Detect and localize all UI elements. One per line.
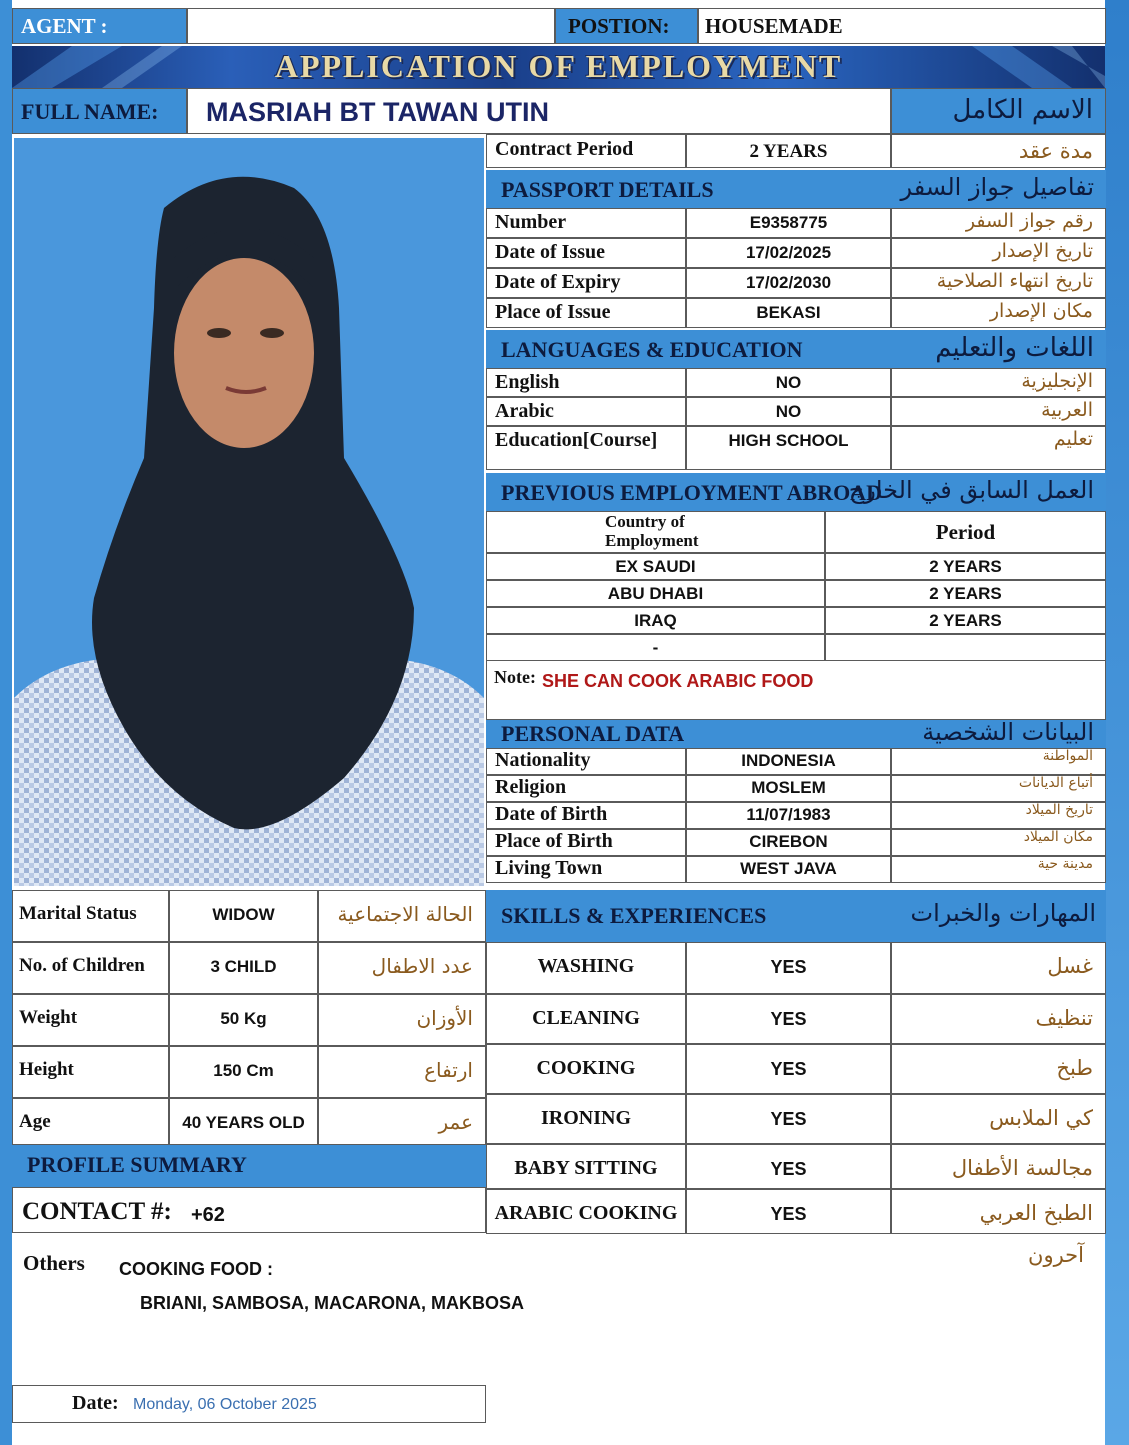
personal-row-value: MOSLEM <box>751 778 826 797</box>
skill-row-label: ARABIC COOKING <box>494 1202 678 1224</box>
employment-period-cell <box>825 553 1106 580</box>
physical-row-value: 150 Cm <box>213 1061 274 1080</box>
physical-row-label: Marital Status <box>19 903 137 924</box>
language-row-value: NO <box>775 373 802 392</box>
skill-row-label: CLEANING <box>532 1007 640 1029</box>
skill-row-label-ar: تنظيف <box>1035 1006 1093 1030</box>
skill-row-ar-cell <box>891 1144 1106 1189</box>
employment-period: 2 YEARS <box>929 557 1002 576</box>
physical-row-value-cell <box>169 1098 318 1145</box>
personal-row-label: Nationality <box>495 749 591 771</box>
skill-row-label-cell <box>486 1189 686 1234</box>
passport-row-ar-cell <box>891 208 1106 238</box>
skill-row-value-cell <box>686 1144 891 1189</box>
right-border-band <box>1105 0 1129 1445</box>
employment-period-cell <box>825 580 1106 607</box>
personal-row-label-cell <box>486 856 686 883</box>
physical-row-value-cell <box>169 942 318 994</box>
physical-row-label: Height <box>19 1059 74 1080</box>
passport-row-label: Place of Issue <box>495 301 611 323</box>
language-row-ar-cell <box>891 368 1106 397</box>
skill-row-ar-cell <box>891 1189 1106 1234</box>
skill-row-label-ar: طبخ <box>1056 1056 1093 1080</box>
language-row-label-cell <box>486 368 686 397</box>
full-name-label-cell <box>12 88 187 134</box>
skill-row-label-cell <box>486 1044 686 1094</box>
employment-period-cell <box>825 607 1106 634</box>
language-row-label: Education[Course] <box>495 429 658 451</box>
skills-title-ar: المهارات والخبرات <box>910 899 1096 927</box>
employment-country-cell <box>486 607 825 634</box>
position-value: HOUSEMADE <box>705 14 843 38</box>
skill-row-label-ar: مجالسة الأطفال <box>951 1156 1093 1180</box>
personal-row-label-cell <box>486 775 686 802</box>
skill-row-ar-cell <box>891 994 1106 1044</box>
skill-row-value-cell <box>686 1044 891 1094</box>
col-country-label-line1: Country of <box>605 512 685 531</box>
personal-row-value-cell <box>686 829 891 856</box>
passport-row-value: 17/02/2030 <box>745 273 832 292</box>
language-row-value-cell <box>686 397 891 426</box>
passport-row-label-cell <box>486 298 686 328</box>
contract-label-ar: مدة عقد <box>1018 139 1093 163</box>
passport-row-label-cell <box>486 238 686 268</box>
languages-title-ar: اللغات والتعليم <box>935 333 1094 363</box>
position-label-cell <box>555 8 698 44</box>
physical-row-ar-cell <box>318 1046 486 1098</box>
physical-row-label: Weight <box>19 1007 78 1028</box>
passport-row-value-cell <box>686 208 891 238</box>
employment-period: 2 YEARS <box>929 611 1002 630</box>
personal-row-value: CIREBON <box>749 832 828 851</box>
physical-row-value-cell <box>169 1046 318 1098</box>
physical-row-label-ar: الأوزان <box>416 1006 473 1030</box>
physical-row-ar-cell <box>318 942 486 994</box>
skill-row-value-cell <box>686 994 891 1044</box>
skill-row-label-cell <box>486 942 686 994</box>
physical-row-label-ar: عدد الاطفال <box>371 954 473 978</box>
language-row-value: HIGH SCHOOL <box>728 431 849 450</box>
position-label: POSTION: <box>568 14 670 38</box>
physical-row-label-ar: ارتفاع <box>424 1058 473 1082</box>
physical-row-ar-cell <box>318 994 486 1046</box>
language-row-value-cell <box>686 368 891 397</box>
employment-country-cell <box>486 553 825 580</box>
skill-row-ar-cell <box>891 1044 1106 1094</box>
employment-country: - <box>652 638 659 657</box>
contract-label: Contract Period <box>495 138 634 160</box>
language-row-label-ar: الإنجليزية <box>1021 370 1093 392</box>
skill-row-value: YES <box>770 1009 807 1029</box>
passport-row-label-ar: مكان الإصدار <box>989 300 1093 322</box>
date-cell <box>12 1385 486 1423</box>
personal-row-label: Religion <box>495 776 567 798</box>
personal-row-value: 11/07/1983 <box>746 805 831 824</box>
employment-country: EX SAUDI <box>615 557 696 576</box>
personal-row-value: INDONESIA <box>741 751 836 770</box>
others-section <box>12 1233 1106 1383</box>
passport-row-label-ar: رقم جواز السفر <box>965 210 1093 232</box>
full-name-label-ar: الاسم الكامل <box>952 95 1093 125</box>
others-label-ar: آحرون <box>1028 1243 1084 1267</box>
language-row-label: English <box>495 371 560 393</box>
language-row-label-ar: تعليم <box>1053 428 1093 450</box>
physical-row-value: 50 Kg <box>220 1009 267 1028</box>
passport-row-value-cell <box>686 298 891 328</box>
physical-row-value: 40 YEARS OLD <box>182 1113 305 1132</box>
contact-label: CONTACT #: <box>22 1198 172 1225</box>
personal-row-label-ar: أتباع الديانات <box>1018 775 1093 791</box>
skill-row-value: YES <box>770 957 807 977</box>
physical-row-label-cell <box>12 890 169 942</box>
note-box <box>486 660 1106 720</box>
physical-row-label: Age <box>19 1111 51 1132</box>
passport-row-ar-cell <box>891 268 1106 298</box>
personal-row-value-cell <box>686 775 891 802</box>
physical-row-label-cell <box>12 1046 169 1098</box>
col-period-label: Period <box>935 520 996 544</box>
passport-row-value: BEKASI <box>756 303 821 322</box>
passport-row-label: Date of Issue <box>495 241 605 263</box>
others-label: Others <box>23 1251 85 1275</box>
employment-country-cell <box>486 580 825 607</box>
language-row-ar-cell <box>891 397 1106 426</box>
skills-title: SKILLS & EXPERIENCES <box>501 903 767 928</box>
passport-row-label: Number <box>495 211 567 233</box>
physical-row-ar-cell <box>318 1098 486 1145</box>
full-name-value: MASRIAH BT TAWAN UTIN <box>206 97 549 127</box>
personal-row-label-ar: تاريخ الميلاد <box>1025 802 1093 818</box>
employment-section-header <box>486 473 1106 511</box>
skill-row-value-cell <box>686 942 891 994</box>
passport-row-label-ar: تاريخ انتهاء الصلاحية <box>936 270 1093 292</box>
profile-title: PROFILE SUMMARY <box>27 1152 247 1177</box>
contract-label-cell <box>486 134 686 168</box>
skill-row-label-ar: الطبخ العربي <box>979 1201 1093 1225</box>
employment-country: IRAQ <box>634 611 677 630</box>
personal-row-value-cell <box>686 802 891 829</box>
physical-row-value: 3 CHILD <box>210 957 277 976</box>
col-country-label <box>605 512 699 550</box>
skill-row-label-cell <box>486 1094 686 1144</box>
personal-row-label-cell <box>486 829 686 856</box>
physical-row-label-cell <box>12 1098 169 1145</box>
physical-row-label-ar: عمر <box>438 1110 473 1134</box>
skill-row-value-cell <box>686 1094 891 1144</box>
others-line2: BRIANI, SAMBOSA, MACARONA, MAKBOSA <box>140 1293 524 1313</box>
skill-row-label-cell <box>486 1144 686 1189</box>
personal-row-label-ar: مدينة حية <box>1037 856 1093 872</box>
date-value: Monday, 06 October 2025 <box>133 1396 317 1413</box>
employment-period: 2 YEARS <box>929 584 1002 603</box>
col-country-header <box>486 511 825 553</box>
passport-row-value: E9358775 <box>749 213 828 232</box>
title-banner <box>12 46 1105 88</box>
personal-row-value-cell <box>686 748 891 775</box>
personal-row-label: Date of Birth <box>495 803 608 825</box>
personal-row-ar-cell <box>891 775 1106 802</box>
employment-period-cell <box>825 634 1106 661</box>
personal-row-label: Place of Birth <box>495 830 613 852</box>
passport-title-ar: تفاصيل جواز السفر <box>900 173 1094 201</box>
language-row-label-ar: العربية <box>1041 399 1093 421</box>
skill-row-value: YES <box>770 1159 807 1179</box>
language-row-label-cell <box>486 426 686 470</box>
skill-row-value: YES <box>770 1059 807 1079</box>
passport-section-header <box>486 170 1106 208</box>
skill-row-label-ar: غسل <box>1047 954 1093 978</box>
personal-row-ar-cell <box>891 856 1106 883</box>
skill-row-label: WASHING <box>537 955 635 977</box>
agent-label: AGENT : <box>21 14 108 38</box>
personal-row-ar-cell <box>891 748 1106 775</box>
skill-row-label: COOKING <box>536 1057 636 1079</box>
physical-row-label-cell <box>12 994 169 1046</box>
employment-country: ABU DHABI <box>607 584 704 603</box>
personal-row-ar-cell <box>891 829 1106 856</box>
agent-label-cell <box>12 8 187 44</box>
language-row-label-cell <box>486 397 686 426</box>
physical-row-label: No. of Children <box>19 955 145 976</box>
personal-row-value-cell <box>686 856 891 883</box>
personal-title-ar: البيانات الشخصية <box>922 718 1094 746</box>
physical-row-value-cell <box>169 994 318 1046</box>
physical-row-label-cell <box>12 942 169 994</box>
skill-row-value-cell <box>686 1189 891 1234</box>
profile-section-header <box>12 1145 486 1187</box>
employment-title-ar: العمل السابق في الخارج <box>848 476 1094 504</box>
skill-row-label-cell <box>486 994 686 1044</box>
note-value: SHE CAN COOK ARABIC FOOD <box>542 671 814 691</box>
col-country-label-line2: Employment <box>605 531 699 550</box>
language-row-ar-cell <box>891 426 1106 470</box>
personal-row-value: WEST JAVA <box>740 859 837 878</box>
passport-row-label-cell <box>486 268 686 298</box>
personal-section-header <box>486 720 1106 748</box>
left-border-band <box>0 0 12 1445</box>
position-value-cell <box>698 8 1106 44</box>
application-title: APPLICATION OF EMPLOYMENT <box>274 48 843 84</box>
languages-section-header <box>486 330 1106 368</box>
passport-row-ar-cell <box>891 238 1106 268</box>
passport-row-label-cell <box>486 208 686 238</box>
skill-row-label-ar: كي الملابس <box>989 1106 1093 1130</box>
skill-row-ar-cell <box>891 1094 1106 1144</box>
full-name-value-cell <box>187 88 891 134</box>
language-row-value-cell <box>686 426 891 470</box>
physical-row-ar-cell <box>318 890 486 942</box>
personal-row-label-ar: المواطنة <box>1042 748 1093 764</box>
skill-row-value: YES <box>770 1204 807 1224</box>
physical-row-value: WIDOW <box>212 905 275 924</box>
languages-title: LANGUAGES & EDUCATION <box>501 337 803 362</box>
skill-row-label: IRONING <box>540 1107 631 1129</box>
passport-row-value: 17/02/2025 <box>745 243 832 262</box>
passport-row-value-cell <box>686 268 891 298</box>
skills-section-header <box>486 890 1106 942</box>
physical-row-value-cell <box>169 890 318 942</box>
passport-row-label: Date of Expiry <box>495 271 621 293</box>
personal-row-label-cell <box>486 748 686 775</box>
passport-row-label-ar: تاريخ الإصدار <box>992 240 1093 262</box>
language-row-value: NO <box>775 402 802 421</box>
note-label: Note: <box>494 667 536 687</box>
personal-row-label-ar: مكان الميلاد <box>1023 829 1093 845</box>
applicant-photo <box>14 138 484 886</box>
skill-row-ar-cell <box>891 942 1106 994</box>
contact-value: +62 <box>191 1204 225 1226</box>
skill-row-value: YES <box>770 1109 807 1129</box>
passport-row-ar-cell <box>891 298 1106 328</box>
col-period-header <box>825 511 1106 553</box>
contract-ar-cell <box>891 134 1106 168</box>
language-row-label: Arabic <box>495 400 554 422</box>
full-name-label: FULL NAME: <box>21 99 159 124</box>
person-illustration <box>14 138 484 886</box>
full-name-ar-cell <box>891 88 1106 134</box>
contract-value: 2 YEARS <box>749 141 828 162</box>
employment-title: PREVIOUS EMPLOYMENT ABROAD <box>501 480 882 505</box>
passport-row-value-cell <box>686 238 891 268</box>
personal-row-ar-cell <box>891 802 1106 829</box>
skill-row-label: BABY SITTING <box>514 1157 658 1179</box>
employment-country-cell <box>486 634 825 661</box>
agent-value-cell <box>187 8 555 44</box>
contract-value-cell <box>686 134 891 168</box>
personal-row-label-cell <box>486 802 686 829</box>
others-line1: COOKING FOOD : <box>119 1259 273 1279</box>
physical-row-label-ar: الحالة الاجتماعية <box>337 902 473 926</box>
date-label: Date: <box>72 1392 119 1414</box>
contact-cell <box>12 1187 486 1233</box>
passport-title: PASSPORT DETAILS <box>501 177 714 202</box>
personal-row-label: Living Town <box>495 857 603 879</box>
personal-title: PERSONAL DATA <box>501 721 685 746</box>
